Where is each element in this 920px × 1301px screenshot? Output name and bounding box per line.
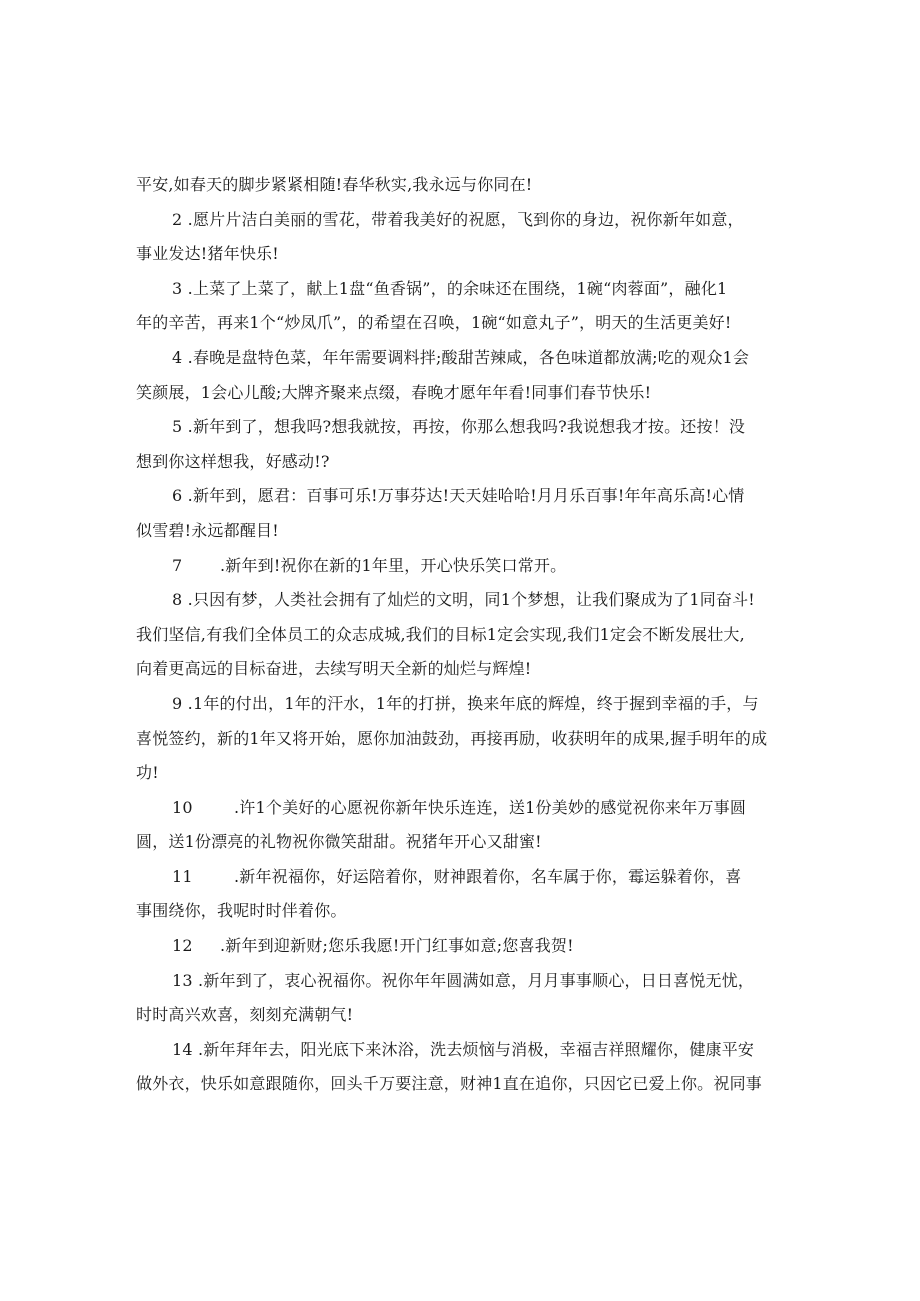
text-line: 我们坚信,有我们全体员工的众志成城,我们的目标1定会实现,我们1定会不断发展壮大,	[136, 624, 745, 644]
text-line: 9 .1年的付出，1年的汗水，1年的打拼，换来年底的辉煌，终于握到幸福的手，与	[172, 693, 759, 713]
text-line: 事围绕你，我呢时时伴着你。	[136, 901, 347, 921]
text-line: 圆，送1份漂亮的礼物祝你微笑甜甜。祝猪年开心又甜蜜!	[136, 832, 542, 852]
item-text: .新年祝福你，好运陪着你，财神跟着你，名车属于你，霉运躲着你，喜	[234, 866, 742, 886]
item-text: .新年到迎新财;您乐我愿!开门红事如意;您喜我贺!	[220, 936, 574, 956]
text-line: 向着更高远的目标奋进，去续写明天全新的灿烂与辉煌!	[136, 659, 532, 679]
text-line: 做外衣，快乐如意跟随你，回头千万要注意，财神1直在追你，只因它已爱上你。祝同事	[136, 1074, 762, 1094]
text-line: 想到你这样想我，好感动!?	[136, 451, 330, 471]
text-line: 14 .新年拜年去，阳光底下来沐浴，洗去烦恼与消极，幸福吉祥照耀你，健康平安	[172, 1039, 755, 1059]
item-number: 10	[172, 797, 193, 817]
text-line	[136, 860, 786, 895]
text-line: 8 .只因有梦，人类社会拥有了灿烂的文明，同1个梦想，让我们聚成为了1同奋斗!	[172, 590, 755, 610]
text-line: 喜悦签约，新的1年又将开始，愿你加油鼓劲，再接再励，收获明年的成果,握手明年的成	[136, 728, 768, 748]
item-text: .许1个美好的心愿祝你新年快乐连连，送1份美妙的感觉祝你来年万事圆	[234, 797, 747, 817]
text-line: 4 .春晚是盘特色菜，年年需要调料拌;酸甜苦辣咸，各色味道都放满;吃的观众1会	[172, 347, 750, 367]
text-line	[136, 791, 786, 826]
text-line: 年的辛苦，再来1个“炒凤爪”，的希望在召唤，1碗“如意丸子”，明天的生活更美好!	[136, 313, 732, 333]
document-body	[136, 168, 786, 1102]
item-number: 7	[172, 555, 183, 575]
text-line: 13 .新年到了，衷心祝福你。祝你年年圆满如意，月月事事顺心，日日喜悦无忧，	[172, 970, 755, 990]
text-line: 2 .愿片片洁白美丽的雪花，带着我美好的祝愿，飞到你的身边，祝你新年如意，	[172, 209, 744, 229]
text-line: 平安,如春天的脚步紧紧相随!春华秋实,我永远与你同在!	[136, 175, 533, 194]
text-line: 功!	[136, 763, 159, 783]
text-line: 6 .新年到，愿君：百事可乐!万事芬达!天天娃哈哈!月月乐百事!年年高乐高!心情	[172, 486, 745, 506]
text-line	[136, 549, 786, 584]
item-number: 11	[172, 866, 193, 886]
text-line: 5 .新年到了，想我吗?想我就按，再按，你那么想我吗?我说想我才按。还按！没	[172, 417, 746, 437]
text-line: 3 .上菜了上菜了，献上1盘“鱼香锅”，的余味还在围绕，1碗“肉蓉面”，融化1	[172, 278, 728, 298]
text-line	[136, 929, 786, 964]
text-line: 似雪碧!永远都醒目!	[136, 520, 279, 540]
text-line: 事业发达!猪年快乐!	[136, 244, 279, 264]
text-line: 时时高兴欢喜，刻刻充满朝气!	[136, 1005, 354, 1025]
item-number: 12	[172, 936, 193, 956]
text-line: 笑颜展，1会心儿酸;大牌齐聚来点缀，春晚才愿年年看!同事们春节快乐!	[136, 382, 652, 402]
item-text: .新年到!祝你在新的1年里，开心快乐笑口常开。	[220, 555, 567, 575]
